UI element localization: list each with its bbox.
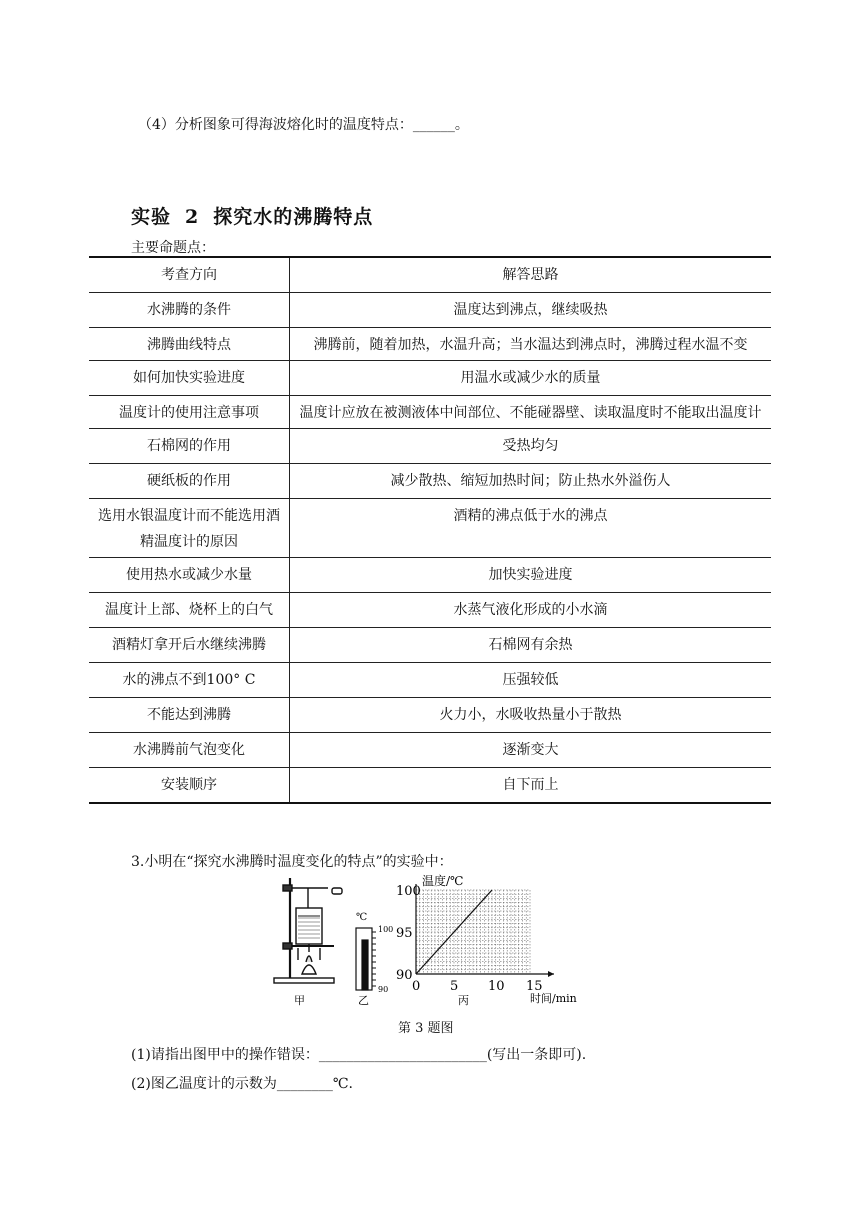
subtitle: 主要命题点： (131, 240, 215, 256)
thermo-unit: ℃ (356, 912, 368, 923)
table-row (89, 464, 771, 499)
table-row (89, 768, 771, 804)
row-aspect: 水的沸点不到100° C (89, 663, 290, 698)
row-aspect: 沸腾曲线特点 (89, 328, 290, 361)
row-answer: 逐渐变大 (290, 733, 772, 768)
row-aspect: 温度计的使用注意事项 (89, 396, 290, 429)
figure-caption: 第 3 题图 (398, 1021, 454, 1036)
row-answer: 温度计应放在被测液体中间部位、不能碰器壁、读取温度时不能取出温度计 (290, 396, 772, 429)
table-row (89, 328, 771, 361)
table-row (89, 733, 771, 768)
section-number: 2 (185, 206, 200, 228)
header-aspect: 考查方向 (89, 257, 290, 293)
row-aspect: 使用热水或减少水量 (89, 558, 290, 593)
x-axis-arrow (548, 971, 554, 977)
table-row (89, 628, 771, 663)
row-aspect: 水沸腾的条件 (89, 293, 290, 328)
label-yi: 乙 (358, 994, 369, 1007)
chart-xlabel: 时间/min (530, 992, 577, 1005)
row-answer: 加快实验进度 (290, 558, 772, 593)
experiment-figure (268, 870, 598, 1012)
table-row (89, 396, 771, 429)
row-answer: 用温水或减少水的质量 (290, 361, 772, 396)
row-answer: 石棉网有余热 (290, 628, 772, 663)
chart-ylabel: 温度/℃ (422, 874, 464, 888)
label-jia: 甲 (294, 994, 305, 1007)
question-part-1: (1)请指出图甲中的操作错误：________________________(写出一条即可). (131, 1047, 587, 1063)
temperature-time-chart (396, 884, 554, 994)
key-points-table (89, 256, 771, 804)
table-header-row (89, 257, 771, 293)
table-row (89, 558, 771, 593)
row-answer: 水蒸气液化形成的小水滴 (290, 593, 772, 628)
question-part-2: (2)图乙温度计的示数为________℃. (131, 1076, 353, 1092)
question-4-text: （4）分析图象可得海波熔化时的温度特点：______。 (138, 117, 469, 133)
apparatus-illustration (274, 878, 342, 983)
section-prefix: 实验 (131, 206, 172, 228)
row-aspect: 硬纸板的作用 (89, 464, 290, 499)
x-tick-label: 0 (412, 979, 421, 994)
row-answer: 压强较低 (290, 663, 772, 698)
row-answer: 沸腾前，随着加热，水温升高；当水温达到沸点时，沸腾过程水温不变 (290, 328, 772, 361)
thermo-bottom-value: 90 (378, 985, 389, 994)
label-bing: 丙 (458, 994, 469, 1007)
x-tick-label: 15 (526, 979, 543, 994)
row-answer: 温度达到沸点，继续吸热 (290, 293, 772, 328)
table-row (89, 361, 771, 396)
question-3-text: 3.小明在“探究水沸腾时温度变化的特点”的实验中： (131, 854, 453, 870)
row-answer: 受热均匀 (290, 429, 772, 464)
table-row (89, 698, 771, 733)
table-row (89, 663, 771, 698)
y-tick-label: 90 (396, 968, 413, 983)
section-name: 探究水的沸腾特点 (213, 206, 374, 228)
section-title (131, 202, 373, 229)
x-tick-label: 5 (450, 979, 459, 994)
row-aspect: 选用水银温度计而不能选用酒精温度计的原因 (89, 499, 290, 558)
row-answer: 酒精的沸点低于水的沸点 (290, 499, 772, 558)
table-row (89, 429, 771, 464)
row-answer: 火力小，水吸收热量小于散热 (290, 698, 772, 733)
y-tick-label: 95 (396, 926, 413, 941)
table-row (89, 293, 771, 328)
table-row (89, 593, 771, 628)
row-aspect: 如何加快实验进度 (89, 361, 290, 396)
row-aspect: 石棉网的作用 (89, 429, 290, 464)
row-aspect: 酒精灯拿开后水继续沸腾 (89, 628, 290, 663)
table-row (89, 499, 771, 558)
thermometer-illustration (356, 928, 376, 990)
y-tick-label: 100 (396, 884, 421, 899)
thermo-top-value: 100 (378, 925, 394, 934)
row-aspect: 水沸腾前气泡变化 (89, 733, 290, 768)
row-aspect: 温度计上部、烧杯上的白气 (89, 593, 290, 628)
row-aspect: 不能达到沸腾 (89, 698, 290, 733)
row-answer: 自下而上 (290, 768, 772, 804)
row-aspect: 安装顺序 (89, 768, 290, 804)
x-tick-label: 10 (488, 979, 505, 994)
row-answer: 减少散热、缩短加热时间；防止热水外溢伤人 (290, 464, 772, 499)
header-answer: 解答思路 (290, 257, 772, 293)
